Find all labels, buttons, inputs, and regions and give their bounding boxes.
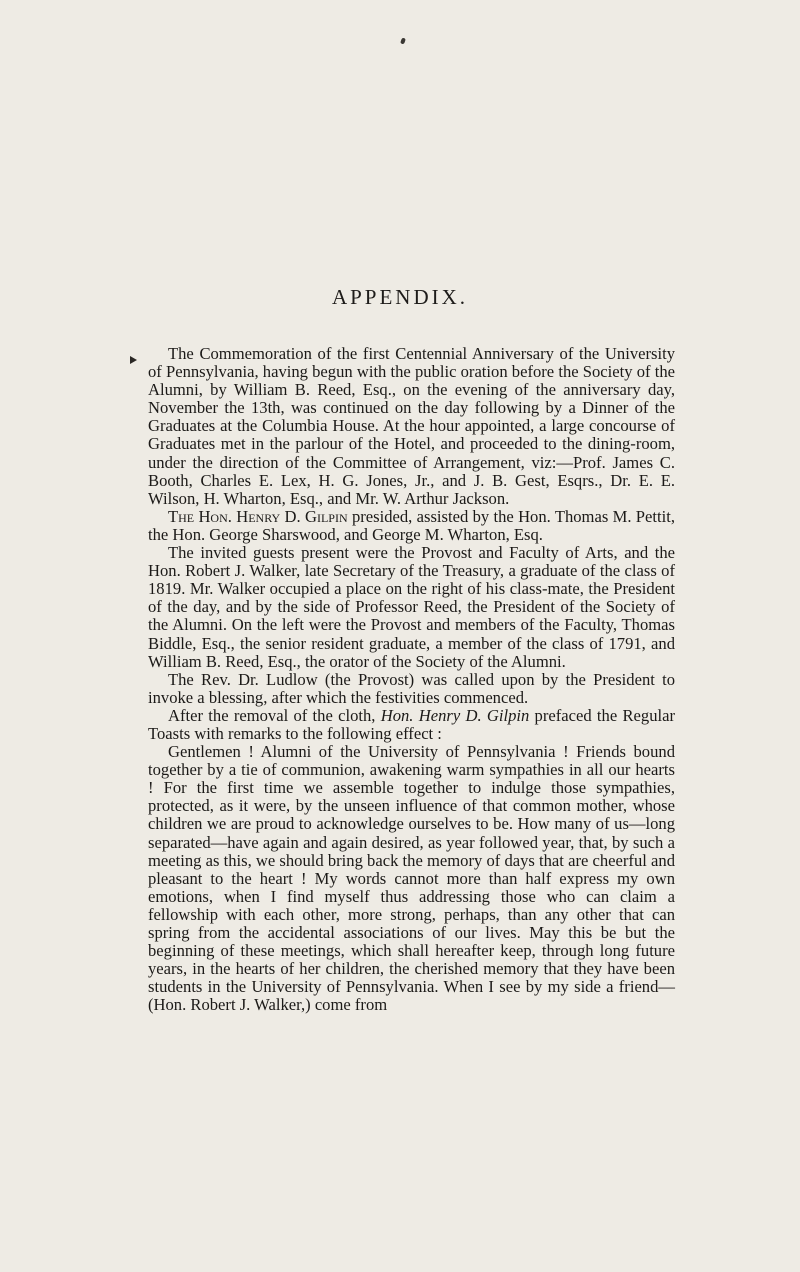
paragraph-presided — [148, 508, 675, 544]
paragraph-blessing: The Rev. Dr. Ludlow (the Provost) was called upon by the President to invoke a blessing, after which the festivities commenced. — [148, 669, 675, 707]
paragraph-toasts — [148, 707, 675, 743]
paragraph-commemoration: The Commemoration of the first Centennial Anniversary of the University of Pennsylvania, having begun with the public oration before the Society of the Alumni, by William B. Reed, Esq., on the evening of the anniversary day, November the 13th, was continued on the day following by a Dinner of the Graduates at the Columbia House. At the hour appointed, a large concourse of Graduates met in the parlour of the Hotel, and proceeded to the dining-room, under the direction of the Committee of Arrangement, viz:—Prof. James C. Booth, Charles E. Lex, H. G. Jones, Jr., and J. B. Gest, Esqrs., Dr. E. E. Wilson, H. Wharton, Esq., and Mr. W. Arthur Jackson. — [148, 344, 675, 508]
paragraph-speech: Gentlemen ! Alumni of the University of Pennsylvania ! Friends bound together by a tie of communion, awakening warm sympathies in all our hearts ! For the first time we assemble together to indulge those sympathies, protected, as it were, by the unseen influence of that common mother, whose children we are proud to acknowledge ourselves to be. How many of us—long separated—have again and again desired, as year followed year, that, by such a meeting as this, we should bring back the memory of days that are cheerful and pleasant to the heart ! My words cannot more than half express my own emotions, when I find myself thus addressing those who can claim a fellowship with each other, more strong, perhaps, than any other that can spring from the accidental associations of our lives. May this be but the beginning of these meetings, which shall hereafter keep, through long future years, in the hearts of her children, the cherished memory that they have been students in the University of Pennsylvania. When I see by my side a friend—(Hon. Robert J. Walker,) come from — [148, 742, 675, 1015]
page-heading: APPENDIX. — [331, 285, 469, 309]
paragraph-toasts-lead: After the removal of the cloth, — [168, 705, 381, 725]
speaker-name: Hon. Henry D. Gilpin — [380, 705, 530, 725]
ink-speck — [400, 37, 406, 44]
paragraph-invited-guests: The invited guests present were the Provost and Faculty of Arts, and the Hon. Robert J. Walker, late Secretary of the Treasury, a graduate of the class of 1819. Mr. Walker occupied a place on the right of his class-mate, the President of the day, and by the side of Professor Reed, the President of the Society of the Alumni. On the left were the Provost and members of the Faculty, Thomas Biddle, Esq., the senior resident graduate, a member of the class of 1791, and William B. Reed, Esq., the orator of the Society of the Alumni. — [148, 543, 675, 671]
presider-name: The Hon. Henry D. Gilpin — [168, 506, 348, 526]
paragraph-presided-text: presided, assisted by the Hon. Thomas M. Pettit, the Hon. George Sharswood, and George M. Wharton, Esq. — [148, 506, 675, 544]
paragraph-toasts-rest: prefaced the Regular Toasts with remarks to the following effect : — [148, 705, 676, 743]
margin-arrow-mark — [130, 356, 137, 364]
body-text — [148, 345, 675, 1014]
